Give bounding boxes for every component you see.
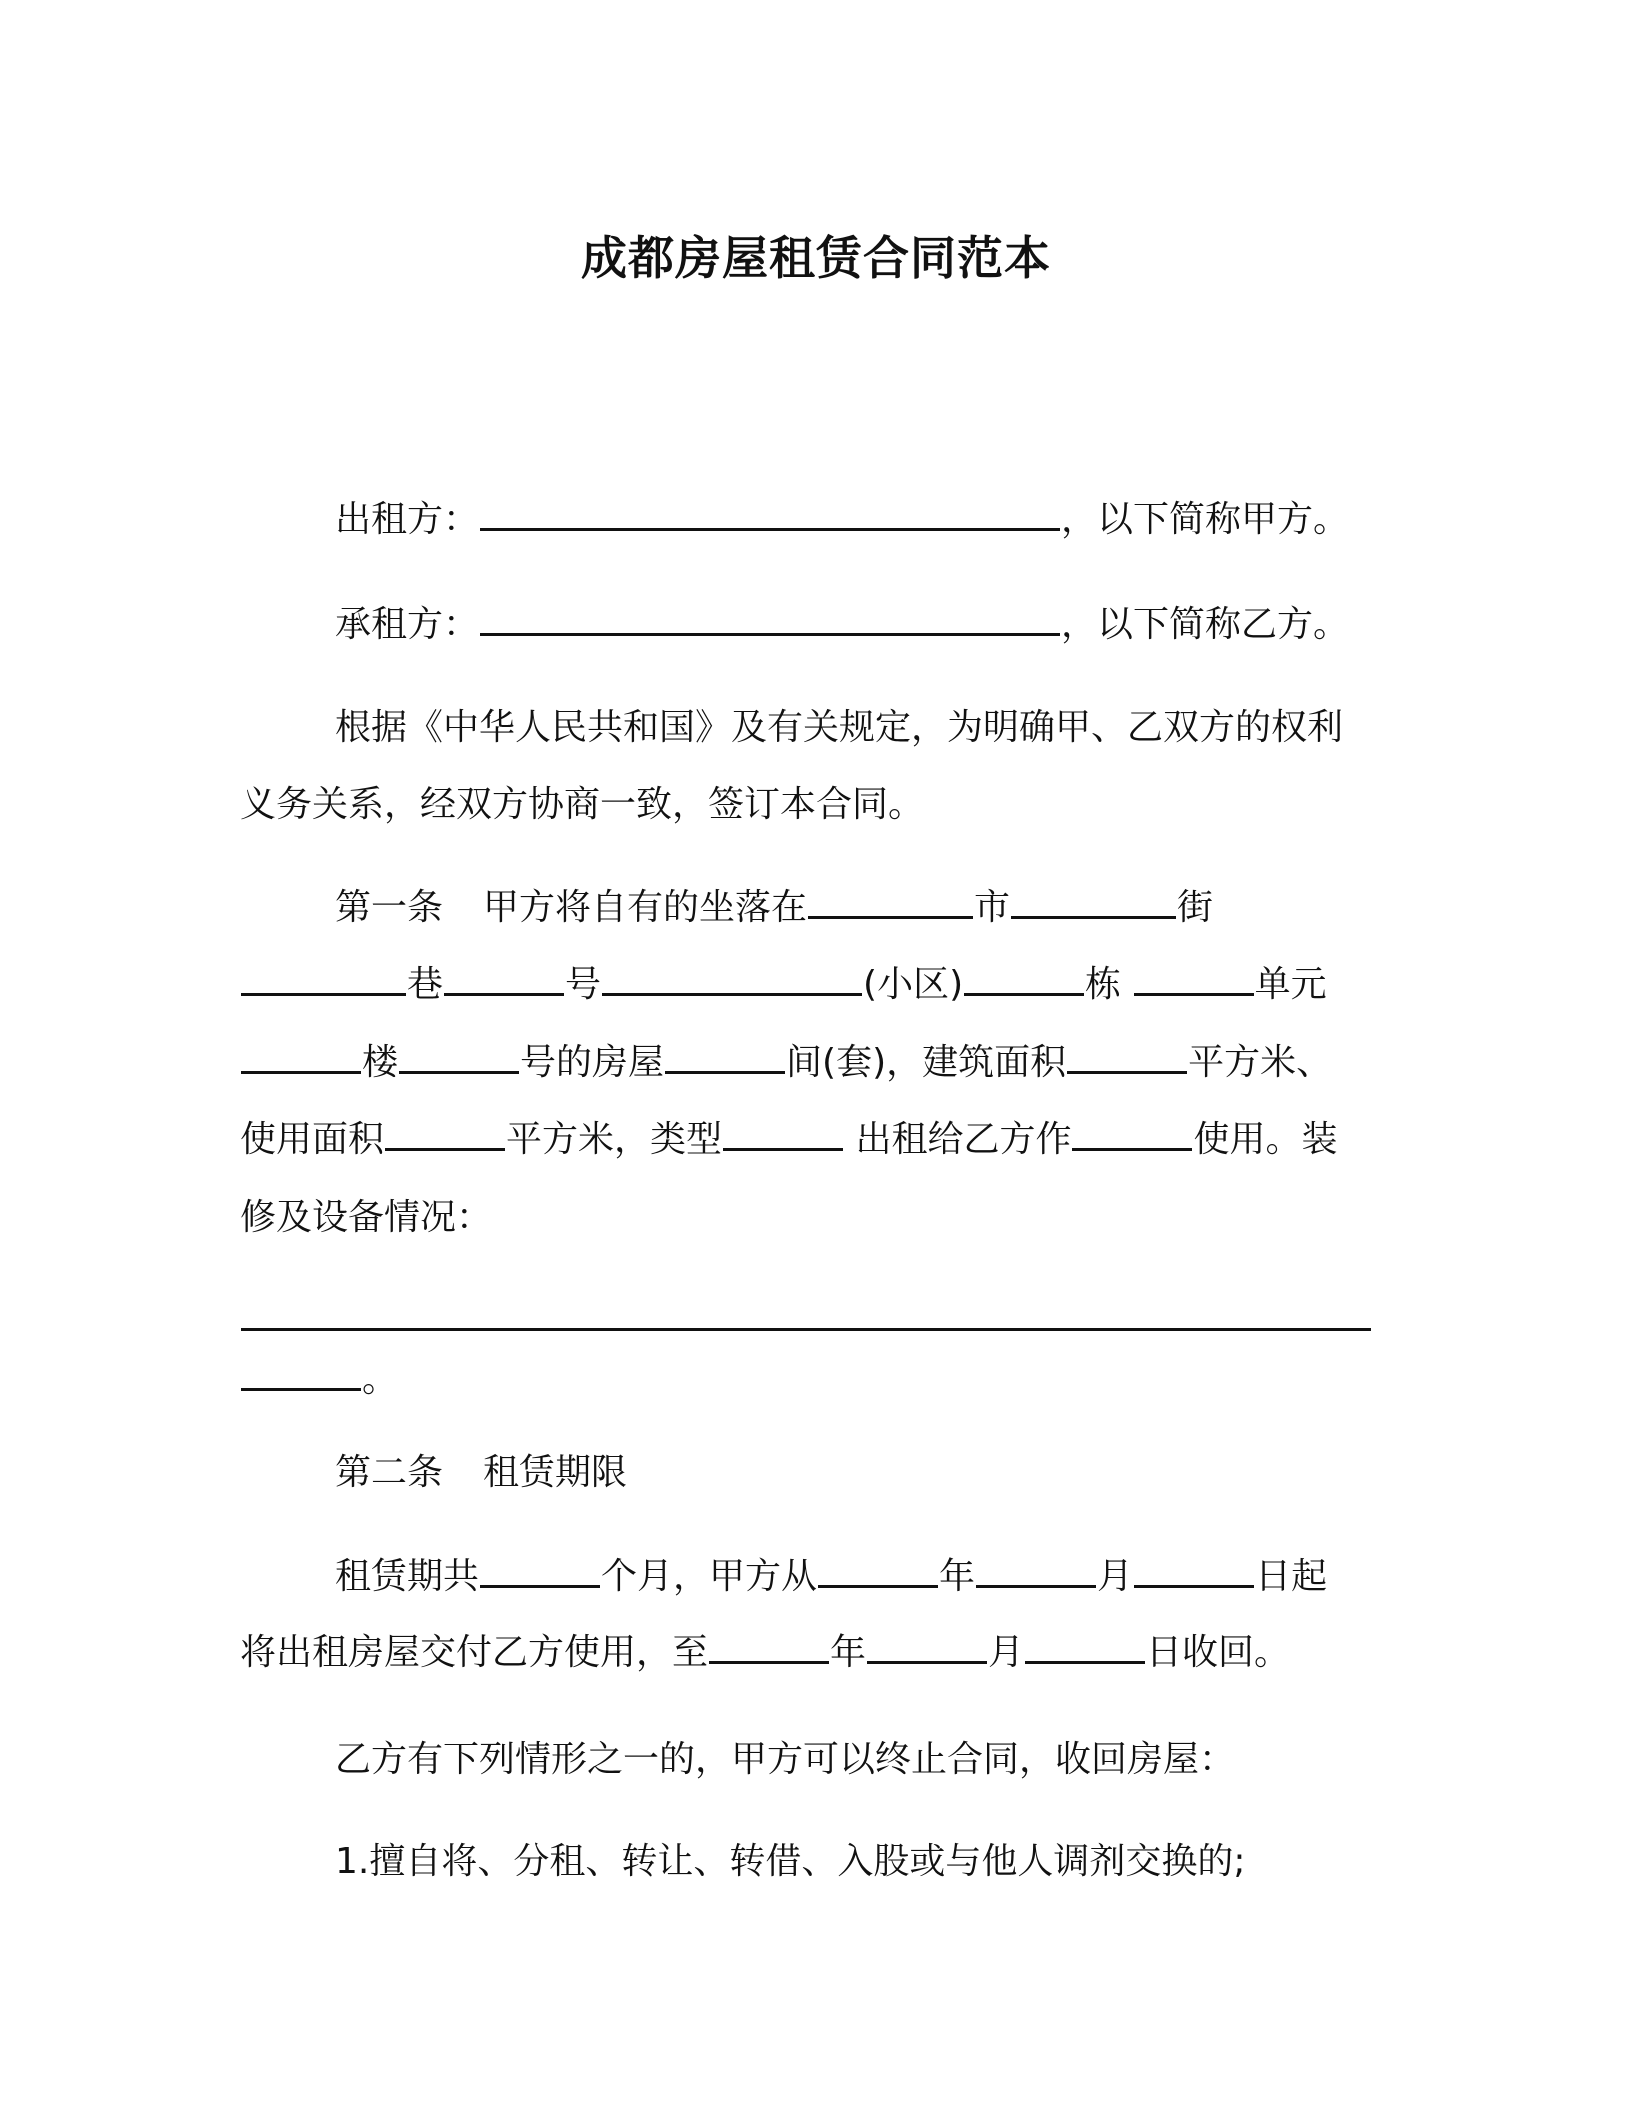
termination-intro: 乙方有下列情形之一的，甲方可以终止合同，收回房屋： <box>335 1739 1236 1780</box>
lessee-label: 承租方： <box>335 604 480 645</box>
start-day-blank[interactable] <box>1134 1555 1254 1588</box>
text: 平方米，类型 <box>506 1119 723 1160</box>
text: 月 <box>1097 1556 1134 1597</box>
lane-blank[interactable] <box>241 963 406 996</box>
text: 市 <box>974 887 1011 928</box>
text: 。 <box>362 1359 399 1400</box>
text: 栋 <box>1085 964 1122 1005</box>
lessor-blank[interactable] <box>480 498 1060 531</box>
floor-blank[interactable] <box>241 1041 361 1074</box>
lessor-line <box>335 498 1349 542</box>
unit-blank[interactable] <box>1134 963 1254 996</box>
article2-line-2 <box>240 1631 1290 1675</box>
text: 单元 <box>1254 964 1327 1005</box>
text: 间(套)，建筑面积 <box>786 1042 1067 1083</box>
text: 日起 <box>1255 1556 1328 1597</box>
text: 租赁期共 <box>335 1556 480 1597</box>
use-blank[interactable] <box>1072 1118 1192 1151</box>
text: 号 <box>565 964 602 1005</box>
usable-area-blank[interactable] <box>385 1118 505 1151</box>
text: 使用面积 <box>240 1119 385 1160</box>
type-blank[interactable] <box>723 1118 843 1151</box>
text: 街 <box>1177 887 1214 928</box>
text: 月 <box>988 1632 1025 1673</box>
room-number-blank[interactable] <box>399 1041 519 1074</box>
text: 出租给乙方作 <box>844 1119 1072 1160</box>
city-blank[interactable] <box>808 886 973 919</box>
building-blank[interactable] <box>964 963 1084 996</box>
article2-heading: 第二条 <box>335 1452 444 1493</box>
equipment-blank-cont[interactable] <box>241 1358 361 1391</box>
article1-line-7 <box>240 1358 398 1402</box>
lessee-suffix: ，以下简称乙方。 <box>1061 604 1350 645</box>
end-year-blank[interactable] <box>709 1631 829 1664</box>
equipment-blank[interactable] <box>241 1298 1371 1331</box>
community-blank[interactable] <box>602 963 862 996</box>
intro-line-2: 义务关系，经双方协商一致，签订本合同。 <box>240 784 925 825</box>
article1-heading: 第一条 <box>335 887 444 928</box>
text: 使用。装 <box>1193 1119 1338 1160</box>
start-month-blank[interactable] <box>976 1555 1096 1588</box>
intro-line-1: 根据《中华人民共和国》及有关规定，为明确甲、乙双方的权利 <box>335 707 1344 748</box>
article1-line-1 <box>335 886 1213 930</box>
text: (小区) <box>863 964 964 1005</box>
lessee-line <box>335 603 1349 647</box>
end-day-blank[interactable] <box>1025 1631 1145 1664</box>
months-blank[interactable] <box>480 1555 600 1588</box>
building-area-blank[interactable] <box>1067 1041 1187 1074</box>
number-blank[interactable] <box>444 963 564 996</box>
article1-line-5: 修及设备情况： <box>240 1197 493 1238</box>
lessee-blank[interactable] <box>480 603 1060 636</box>
start-year-blank[interactable] <box>818 1555 938 1588</box>
article1-line-6 <box>240 1298 1372 1342</box>
lessor-suffix: ，以下简称甲方。 <box>1061 499 1350 540</box>
text: 号的房屋 <box>520 1042 665 1083</box>
article1-line-4 <box>240 1118 1338 1162</box>
text: 个月，甲方从 <box>601 1556 818 1597</box>
article1-line-3 <box>240 1041 1332 1085</box>
text: 平方米、 <box>1188 1042 1333 1083</box>
end-month-blank[interactable] <box>867 1631 987 1664</box>
document-title: 成都房屋租赁合同范本 <box>581 231 1051 285</box>
text: 年 <box>830 1632 867 1673</box>
street-blank[interactable] <box>1011 886 1176 919</box>
lessor-label: 出租方： <box>335 499 480 540</box>
termination-item-1: 1.擅自将、分租、转让、转借、入股或与他人调剂交换的; <box>335 1841 1246 1882</box>
text: 将出租房屋交付乙方使用，至 <box>240 1632 709 1673</box>
rooms-blank[interactable] <box>665 1041 785 1074</box>
text: 甲方将自有的坐落在 <box>483 887 808 928</box>
text: 日收回。 <box>1146 1632 1291 1673</box>
text: 年 <box>939 1556 976 1597</box>
article2-heading-line <box>335 1451 627 1495</box>
article2-line-1 <box>335 1555 1327 1599</box>
article1-line-2 <box>240 963 1327 1007</box>
text: 楼 <box>362 1042 399 1083</box>
article2-title: 租赁期限 <box>483 1452 628 1493</box>
text: 巷 <box>407 964 444 1005</box>
